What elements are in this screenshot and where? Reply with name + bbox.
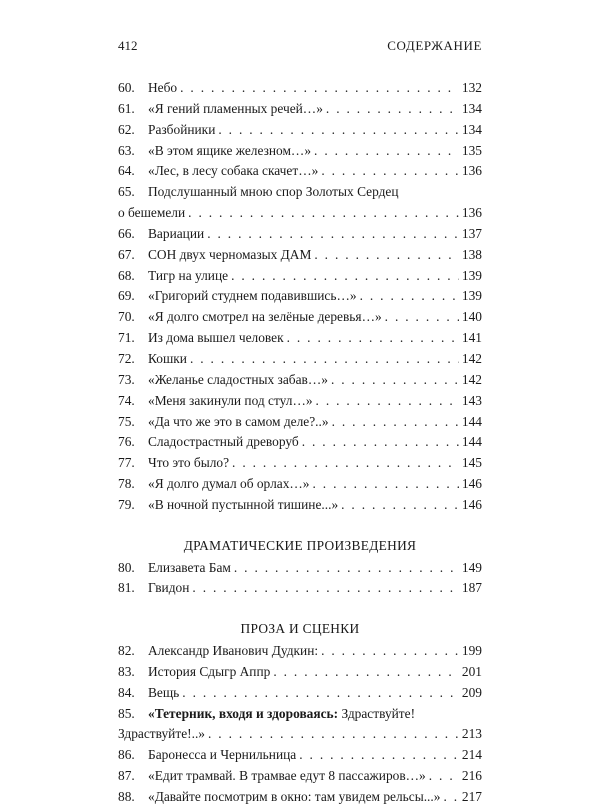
dot-leader (321, 161, 459, 182)
entry-number: 79. (118, 496, 135, 512)
dot-leader (314, 245, 459, 266)
toc-entry (118, 161, 482, 182)
entry-title: «В ночной пустынной тишине...» (148, 496, 339, 512)
toc-entry (118, 370, 482, 391)
entry-number: 73. (118, 371, 135, 387)
dot-leader (385, 307, 459, 328)
dot-leader (332, 412, 459, 433)
toc-entry (118, 412, 482, 433)
entry-page: 201 (461, 663, 482, 679)
entry-page: 140 (461, 309, 482, 325)
toc-entry (118, 683, 482, 704)
page-header (118, 38, 482, 58)
entry-number: 84. (118, 684, 135, 700)
toc-entry (118, 766, 482, 787)
dot-leader (208, 724, 459, 745)
entry-number: 74. (118, 392, 135, 408)
dot-leader (182, 683, 459, 704)
entry-title: История Сдыгр Аппр (148, 663, 271, 679)
toc-entry (118, 99, 482, 120)
entry-title: Вещь (148, 684, 180, 700)
entry-title: «Григорий студнем подавившись…» (148, 288, 357, 304)
entry-number: 62. (118, 121, 135, 137)
entry-title: «Меня закинули под стул…» (148, 392, 313, 408)
entry-page: 138 (461, 246, 482, 262)
toc-entry (118, 432, 482, 453)
entry-title: СОН двух черномазых ДАМ (148, 246, 312, 262)
entry-page: 143 (461, 392, 482, 408)
dot-leader (190, 349, 459, 370)
toc-entry (118, 266, 482, 287)
entry-number: 68. (118, 267, 135, 283)
dot-leader (218, 120, 459, 141)
entry-page: 137 (461, 225, 482, 241)
entry-page: 216 (461, 768, 482, 784)
entry-page: 145 (461, 455, 482, 471)
dot-leader (360, 286, 459, 307)
entry-title: Из дома вышел человек (148, 330, 284, 346)
entry-title-bold: «Тетерник, входя и здороваясь: (148, 705, 339, 721)
entry-number: 69. (118, 288, 135, 304)
dot-leader (429, 766, 459, 787)
entry-number: 65. (118, 184, 135, 200)
entry-number: 67. (118, 246, 135, 262)
entry-page: 187 (461, 580, 482, 596)
toc-entry-65-continued (118, 203, 482, 224)
entry-number: 60. (118, 80, 135, 95)
entry-number: 75. (118, 413, 135, 429)
dot-leader (331, 370, 459, 391)
entry-page: 135 (461, 142, 482, 158)
dot-leader (273, 662, 459, 683)
toc-entry (118, 328, 482, 349)
entry-number: 63. (118, 142, 135, 158)
entry-number: 88. (118, 789, 135, 804)
entry-number: 87. (118, 768, 135, 784)
section-heading-drama: ДРАМАТИЧЕСКИЕ ПРОИЗВЕДЕНИЯ (183, 537, 417, 553)
entry-number: 86. (118, 747, 135, 763)
entry-title: «Едит трамвай. В трамвае едут 8 пассажиров…» (148, 768, 426, 784)
table-of-contents (118, 78, 482, 808)
toc-entry (118, 453, 482, 474)
entry-title-continued: о бешемели (118, 205, 186, 221)
toc-group-prose-a (118, 641, 482, 704)
toc-entry (118, 286, 482, 307)
entry-title: Александр Иванович Дудкин: (148, 643, 319, 659)
running-title: СОДЕРЖАНИЕ (387, 38, 482, 53)
dot-leader (314, 141, 459, 162)
entry-title: «В этом ящике железном…» (148, 142, 312, 158)
entry-page: 149 (461, 559, 482, 575)
dot-leader (312, 474, 458, 495)
dot-leader (341, 495, 459, 516)
toc-entry (118, 224, 482, 245)
entry-number: 72. (118, 350, 135, 366)
entry-title: Тигр на улице (148, 267, 229, 283)
entry-title: «Я гений пламенных речей…» (148, 100, 323, 116)
dot-leader (299, 745, 459, 766)
entry-page: 199 (461, 643, 482, 659)
toc-group-drama (118, 558, 482, 600)
entry-title: Небо (148, 80, 178, 95)
entry-title (148, 704, 482, 725)
entry-title: Кошки (148, 350, 187, 366)
dot-leader (321, 641, 459, 662)
toc-entry (118, 662, 482, 683)
dot-leader (316, 391, 459, 412)
entry-page: 213 (461, 726, 482, 742)
entry-page: 136 (461, 163, 482, 179)
entry-page: 142 (461, 350, 482, 366)
toc-group-poems-b (118, 224, 482, 516)
dot-leader (326, 99, 459, 120)
entry-number: 83. (118, 663, 135, 679)
entry-title: Подслушанный мною спор Золотых Сердец (148, 184, 399, 200)
entry-title: Гвидон (148, 580, 190, 596)
entry-title: Елизавета Бам (148, 559, 231, 575)
toc-group-prose-b (118, 745, 482, 808)
toc-entry (118, 78, 482, 99)
entry-number: 61. (118, 100, 135, 116)
toc-entry (118, 641, 482, 662)
toc-entry-85 (118, 704, 482, 725)
dot-leader (287, 328, 459, 349)
dot-leader (302, 432, 459, 453)
entry-number: 81. (118, 580, 135, 596)
entry-number: 77. (118, 455, 135, 471)
dot-leader (188, 203, 459, 224)
toc-entry (118, 120, 482, 141)
entry-title-rest: Здраствуйте! (338, 705, 416, 721)
entry-number: 82. (118, 643, 135, 659)
toc-entry (118, 245, 482, 266)
toc-entry (118, 745, 482, 766)
entry-page: 144 (461, 434, 482, 450)
entry-page: 217 (461, 789, 482, 804)
entry-title: «Я долго смотрел на зелёные деревья…» (148, 309, 382, 325)
toc-entry (118, 495, 482, 516)
dot-leader (180, 78, 459, 99)
entry-number: 78. (118, 476, 135, 492)
entry-title: «Да что же это в самом деле?..» (148, 413, 329, 429)
entry-page: 146 (461, 476, 482, 492)
toc-entry (118, 391, 482, 412)
toc-entry (118, 349, 482, 370)
entry-title: «Я долго думал об орлах…» (148, 476, 310, 492)
entry-number: 85. (118, 705, 135, 721)
entry-number: 64. (118, 163, 135, 179)
dot-leader (234, 558, 459, 579)
toc-entry (118, 787, 482, 808)
toc-entry-85-continued (118, 724, 482, 745)
entry-title: «Желанье сладостных забав…» (148, 371, 328, 387)
dot-leader (192, 578, 459, 599)
entry-title-continued: Здраствуйте!..» (118, 726, 205, 742)
entry-page: 144 (461, 413, 482, 429)
entry-page: 209 (461, 684, 482, 700)
entry-page: 132 (461, 80, 482, 95)
entry-title: «Давайте посмотрим в окно: там увидем рельсы...» (148, 789, 441, 804)
dot-leader (232, 453, 459, 474)
page-number: 412 (118, 38, 138, 53)
dot-leader (231, 266, 459, 287)
entry-page: 146 (461, 496, 482, 512)
toc-entry (118, 141, 482, 162)
entry-number: 76. (118, 434, 135, 450)
entry-page: 134 (461, 121, 482, 137)
entry-number: 66. (118, 225, 135, 241)
entry-title: Баронесса и Чернильница (148, 747, 297, 763)
entry-title: Разбойники (148, 121, 216, 137)
entry-page: 139 (461, 267, 482, 283)
dot-leader (443, 787, 458, 808)
entry-number: 71. (118, 330, 135, 346)
entry-page: 142 (461, 371, 482, 387)
entry-title: Сладострастный древоруб (148, 434, 299, 450)
entry-number: 80. (118, 559, 135, 575)
entry-title: Вариации (148, 225, 205, 241)
toc-entry-65 (118, 182, 482, 203)
entry-page: 139 (461, 288, 482, 304)
toc-entry (118, 578, 482, 599)
entry-title: «Лес, в лесу собака скачет…» (148, 163, 319, 179)
toc-entry (118, 558, 482, 579)
entry-page: 134 (461, 100, 482, 116)
toc-entry (118, 474, 482, 495)
toc-entry (118, 307, 482, 328)
section-heading-prose: ПРОЗА И СЦЕНКИ (240, 621, 360, 637)
entry-number: 70. (118, 309, 135, 325)
entry-page: 141 (461, 330, 482, 346)
entry-title: Что это было? (148, 455, 230, 471)
entry-page: 136 (461, 205, 482, 221)
toc-group-poems-a (118, 78, 482, 182)
dot-leader (207, 224, 459, 245)
entry-page: 214 (461, 747, 482, 763)
